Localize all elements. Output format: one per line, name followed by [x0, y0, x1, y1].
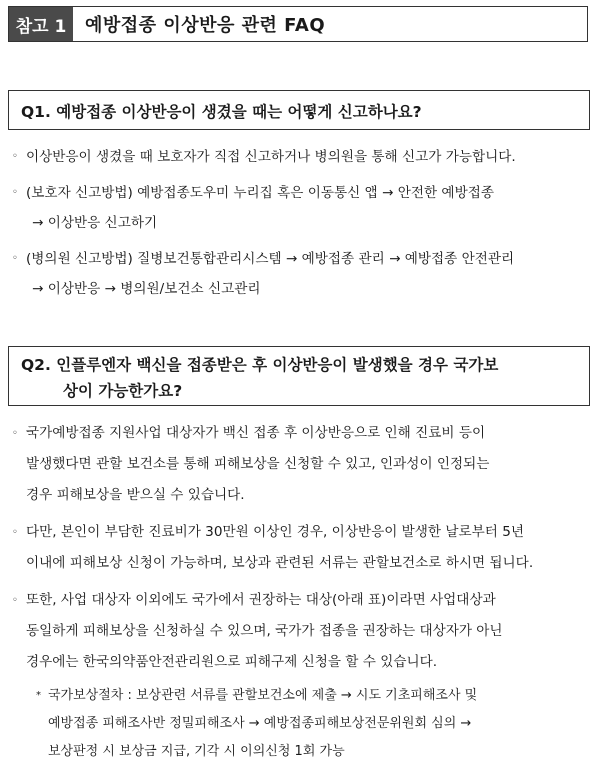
answer-1-list	[12, 142, 590, 304]
note-line-3: 보상판정 시 보상금 지급, 기각 시 이의신청 1회 가능	[48, 744, 345, 759]
answer-1-item-3-cont: → 이상반응 → 병의원/보건소 신고관리	[32, 281, 261, 297]
answer-2-item-1: ◦ 국가예방접종 지원사업 대상자가 백신 접종 후 이상반응으로 인해 진료비 등이	[12, 418, 590, 449]
title-bar	[8, 6, 588, 42]
answer-2-item-3-cont2: 경우에는 한국의약품안전관리원으로 피해구제 신청을 할 수 있습니다.	[26, 654, 438, 670]
bullet-icon: ◦	[12, 595, 18, 606]
bullet-icon: ◦	[12, 428, 18, 439]
answer-1-item-2-cont: → 이상반응 신고하기	[32, 215, 158, 231]
question-2-text-line1: Q2. 인플루엔자 백신을 접종받은 후 이상반응이 발생했을 경우 국가보	[21, 356, 499, 374]
answer-1-item-1: ◦ 이상반응이 생겼을 때 보호자가 직접 신고하거나 병의원을 통해 신고가 가능합니다.	[12, 142, 590, 172]
reference-tag: 참고 1	[9, 7, 73, 41]
bullet-icon: ◦	[12, 187, 18, 198]
answer-1-item-2: ◦ (보호자 신고방법) 예방접종도우미 누리집 혹은 이동통신 앱 → 안전한 예방접종	[12, 178, 590, 208]
bullet-icon: ◦	[12, 527, 18, 538]
bullet-icon: ◦	[12, 253, 18, 264]
compensation-procedure-note	[36, 682, 592, 766]
answer-1-item-3: ◦ (병의원 신고방법) 질병보건통합관리시스템 → 예방접종 관리 → 예방접종 안전관리	[12, 244, 590, 274]
answer-2-item-1-cont1: 발생했다면 관할 보건소를 통해 피해보상을 신청할 수 있고, 인과성이 인정되는	[26, 456, 490, 472]
page-title: 예방접종 이상반응 관련 FAQ	[85, 15, 326, 36]
question-2-text-line2: 상이 가능한가요?	[63, 382, 183, 400]
question-2-box	[8, 346, 590, 406]
asterisk-icon: *	[36, 690, 41, 701]
answer-2-item-1-cont2: 경우 피해보상을 받으실 수 있습니다.	[26, 487, 245, 503]
answer-2-item-2-cont: 이내에 피해보상 신청이 가능하며, 보상과 관련된 서류는 관할보건소로 하시면 됩니다.	[26, 555, 534, 571]
answer-2-item-2: ◦ 다만, 본인이 부담한 진료비가 30만원 이상인 경우, 이상반응이 발생한 날로부터 5년	[12, 517, 590, 548]
bullet-icon: ◦	[12, 151, 18, 162]
answer-2-item-3: ◦ 또한, 사업 대상자 이외에도 국가에서 권장하는 대상(아래 표)이라면 사업대상과	[12, 585, 590, 616]
answer-2-list	[12, 418, 590, 678]
note-line-1: * 국가보상절차 : 보상관련 서류를 관할보건소에 제출 → 시도 기초피해조사 및	[36, 682, 592, 710]
answer-2-item-3-cont1: 동일하게 피해보상을 신청하실 수 있으며, 국가가 접종을 권장하는 대상자가 아닌	[26, 623, 503, 639]
note-line-2: 예방접종 피해조사반 정밀피해조사 → 예방접종피해보상전문위원회 심의 →	[48, 716, 472, 731]
question-1-text: Q1. 예방접종 이상반응이 생겼을 때는 어떻게 신고하나요?	[21, 103, 422, 121]
question-1-box	[8, 90, 590, 130]
